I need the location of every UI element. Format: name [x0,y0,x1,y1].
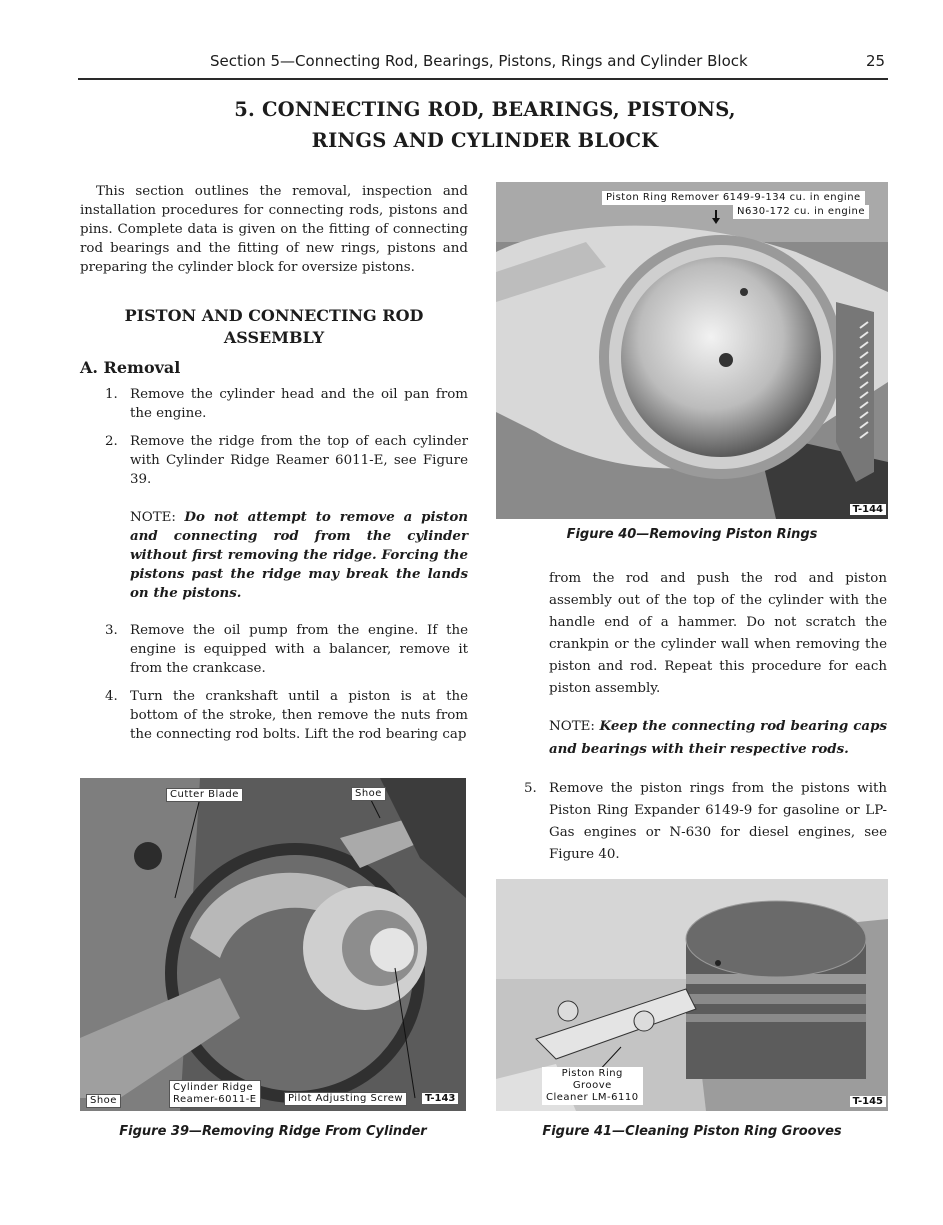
figure-39-label-shoe-top: Shoe [351,787,386,801]
section-title-line2: RINGS AND CYLINDER BLOCK [311,129,659,152]
figure-40-label-line1: Piston Ring Remover 6149-9-134 cu. in engine [602,191,865,205]
step-4-number: 4. [105,689,118,704]
figure-39-label-reamer-line1: Cylinder Ridge [173,1082,254,1093]
note-2 [549,715,887,761]
figure-40-caption: Figure 40—Removing Piston Rings [566,527,818,542]
step-2-text: Remove the ridge from the top of each cylinder with Cylinder Ridge Reamer 6011-E, see Figure 39. [130,434,468,487]
step-3-text: Remove the oil pump from the engine. If the engine is equipped with a balancer, remove it from the crankcase. [130,623,468,676]
figure-39-label-reamer [169,1080,261,1108]
note-2-text: Keep the connecting rod bearing caps and bearings with their respective rods. [549,718,887,757]
intro-paragraph: This section outlines the removal, inspection and installation procedures for connecting rods, pistons and pins. Complete data is given on the fitting of connecting rod bearings and the fitting of new rings, pistons and preparing the cylinder block for oversize pistons. [80,184,468,275]
step-5-number: 5. [524,781,537,796]
ridge-reamer-illustration [80,778,466,1111]
page-number: 25 [866,52,886,70]
note-1 [130,508,468,603]
note-1-text: Do not attempt to remove a piston and connecting rod from the cylinder without first removing the ridge. Forcing the pistons past the ridge may break the lands on the pistons. [130,509,468,601]
figure-39-photo [80,778,466,1111]
step-2-number: 2. [105,434,118,449]
step-1 [105,385,468,423]
figure-39-label-cutter-blade: Cutter Blade [166,788,243,802]
step-5-text: Remove the piston rings from the pistons with Piston Ring Expander 6149-9 for gasoline or LP-Gas engines or N-630 for diesel engines, see Figure 40. [549,781,887,862]
figure-39-label-shoe-bottom: Shoe [86,1094,121,1108]
subsection-heading-line2: ASSEMBLY [223,328,325,347]
figure-39-label-reamer-line2: Reamer-6011-E [173,1094,257,1105]
figure-41-tag: T-145 [850,1096,886,1107]
figure-39-caption: Figure 39—Removing Ridge From Cylinder [119,1124,427,1139]
figure-41-label-line3: Cleaner LM-6110 [546,1092,639,1103]
note-2-label: NOTE: [549,719,595,734]
running-header: Section 5—Connecting Rod, Bearings, Pistons, Rings and Cylinder Block [210,52,748,70]
piston-ring-remover-illustration [496,182,888,519]
figure-41-label-line2: Groove [572,1080,612,1091]
figure-41-label-line1: Piston Ring [561,1068,623,1079]
step-1-number: 1. [105,387,118,402]
figure-41-caption: Figure 41—Cleaning Piston Ring Grooves [542,1124,842,1139]
figure-41-label [542,1067,643,1105]
step-3-number: 3. [105,623,118,638]
step-2 [105,432,468,489]
subsection-heading-line1: PISTON AND CONNECTING ROD [124,306,424,325]
figure-40-tag: T-144 [850,504,886,515]
figure-41-photo [496,879,888,1111]
step-3 [105,621,468,678]
figure-40-label-line2: N630-172 cu. in engine [733,205,869,219]
figure-40-photo [496,182,888,519]
note-1-label: NOTE: [130,510,176,525]
step-4-text: Turn the crankshaft until a piston is at the bottom of the stroke, then remove the nuts from the connecting rod bolts. Lift the rod bearing cap [130,689,468,742]
header-rule [78,78,888,80]
step-4 [105,687,468,744]
removal-heading: A. Removal [80,358,181,377]
step-4-continued: from the rod and push the rod and piston assembly out of the top of the cylinder with the handle end of a hammer. Do not scratch the crankpin or the cylinder wall when removing the piston and rod. Repeat this procedure for each piston assembly. [549,571,887,696]
figure-39-tag: T-143 [422,1093,458,1104]
section-title-line1: 5. CONNECTING ROD, BEARINGS, PISTONS, [234,98,736,121]
step-1-text: Remove the cylinder head and the oil pan from the engine. [130,387,468,421]
figure-39-label-pilot-screw: Pilot Adjusting Screw [284,1092,407,1106]
step-5 [524,778,887,866]
